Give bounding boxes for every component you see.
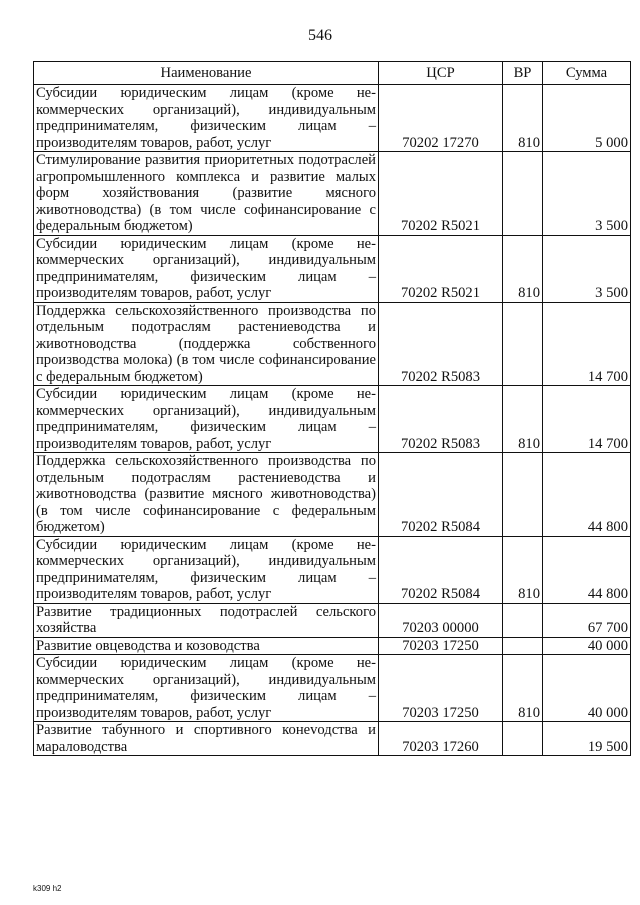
row-name: Поддержка сельскохозяйственного производства по отдельным подотраслям растениеводства и животноводства (развитие мясного животноводства) (в том числе софинансирование с федеральным бюджетом) (34, 453, 379, 537)
header-name: Наименование (34, 62, 379, 85)
row-name: Развитие традиционных подотраслей сельского хозяйства (34, 603, 379, 637)
row-vr: 810 (503, 235, 543, 302)
header-vr: ВР (503, 62, 543, 85)
row-name: Развитие овцеводства и козоводства (34, 637, 379, 655)
row-csr: 70203 17250 (379, 637, 503, 655)
row-vr (503, 603, 543, 637)
row-csr: 70203 00000 (379, 603, 503, 637)
row-name: Поддержка сельскохозяйственного производства по отдельным подотраслям растениеводства и животноводства (поддержка собственного производства молока) (в том числе софинансирование с федеральным бюджетом) (34, 302, 379, 386)
table-row (34, 453, 631, 537)
row-sum: 5 000 (543, 85, 631, 152)
page-number: 546 (308, 27, 332, 44)
footer-code: k309 h2 (33, 884, 62, 893)
row-sum: 44 800 (543, 453, 631, 537)
row-vr (503, 302, 543, 386)
table-header-row (34, 62, 631, 85)
row-vr (503, 637, 543, 655)
row-sum: 14 700 (543, 302, 631, 386)
row-sum: 67 700 (543, 603, 631, 637)
table-row (34, 536, 631, 603)
row-csr: 70202 R5084 (379, 453, 503, 537)
budget-table (33, 61, 631, 756)
table-row (34, 152, 631, 236)
table-row (34, 386, 631, 453)
table-row (34, 637, 631, 655)
row-sum: 3 500 (543, 152, 631, 236)
row-csr: 70203 17260 (379, 722, 503, 756)
table-row (34, 235, 631, 302)
row-vr: 810 (503, 85, 543, 152)
row-csr: 70202 R5021 (379, 235, 503, 302)
table-row (34, 85, 631, 152)
row-name: Субсидии юридическим лицам (кроме некоммерческих организаций), индивидуальным предпринимателям, физическим лицам – производителям товаров, работ, услуг (34, 235, 379, 302)
row-csr: 70202 17270 (379, 85, 503, 152)
table-row (34, 603, 631, 637)
row-name: Субсидии юридическим лицам (кроме некоммерческих организаций), индивидуальным предпринимателям, физическим лицам – производителям товаров, работ, услуг (34, 386, 379, 453)
table-row (34, 655, 631, 722)
header-csr: ЦСР (379, 62, 503, 85)
row-sum: 14 700 (543, 386, 631, 453)
row-name: Развитие табунного и спортивного конevодства и мараловодства (34, 722, 379, 756)
row-name: Субсидии юридическим лицам (кроме некоммерческих организаций), индивидуальным предпринимателям, физическим лицам – производителям товаров, работ, услуг (34, 655, 379, 722)
row-sum: 19 500 (543, 722, 631, 756)
row-sum: 44 800 (543, 536, 631, 603)
row-csr: 70203 17250 (379, 655, 503, 722)
row-sum: 3 500 (543, 235, 631, 302)
row-name: Субсидии юридическим лицам (кроме некоммерческих организаций), индивидуальным предпринимателям, физическим лицам – производителям товаров, работ, услуг (34, 536, 379, 603)
table-row (34, 722, 631, 756)
row-csr: 70202 R5084 (379, 536, 503, 603)
row-vr: 810 (503, 386, 543, 453)
row-vr: 810 (503, 655, 543, 722)
table-row (34, 302, 631, 386)
row-vr (503, 722, 543, 756)
row-vr (503, 152, 543, 236)
row-sum: 40 000 (543, 655, 631, 722)
header-sum: Сумма (543, 62, 631, 85)
row-csr: 70202 R5083 (379, 302, 503, 386)
row-csr: 70202 R5083 (379, 386, 503, 453)
row-name: Стимулирование развития приоритетных подотраслей агропромышленного комплекса и развитие малых форм хозяйствования (развитие мясного животноводства) (в том числе софинансирование с федеральным бюджетом) (34, 152, 379, 236)
row-csr: 70202 R5021 (379, 152, 503, 236)
row-vr (503, 453, 543, 537)
row-name: Субсидии юридическим лицам (кроме некоммерческих организаций), индивидуальным предпринимателям, физическим лицам – производителям товаров, работ, услуг (34, 85, 379, 152)
row-sum: 40 000 (543, 637, 631, 655)
row-vr: 810 (503, 536, 543, 603)
